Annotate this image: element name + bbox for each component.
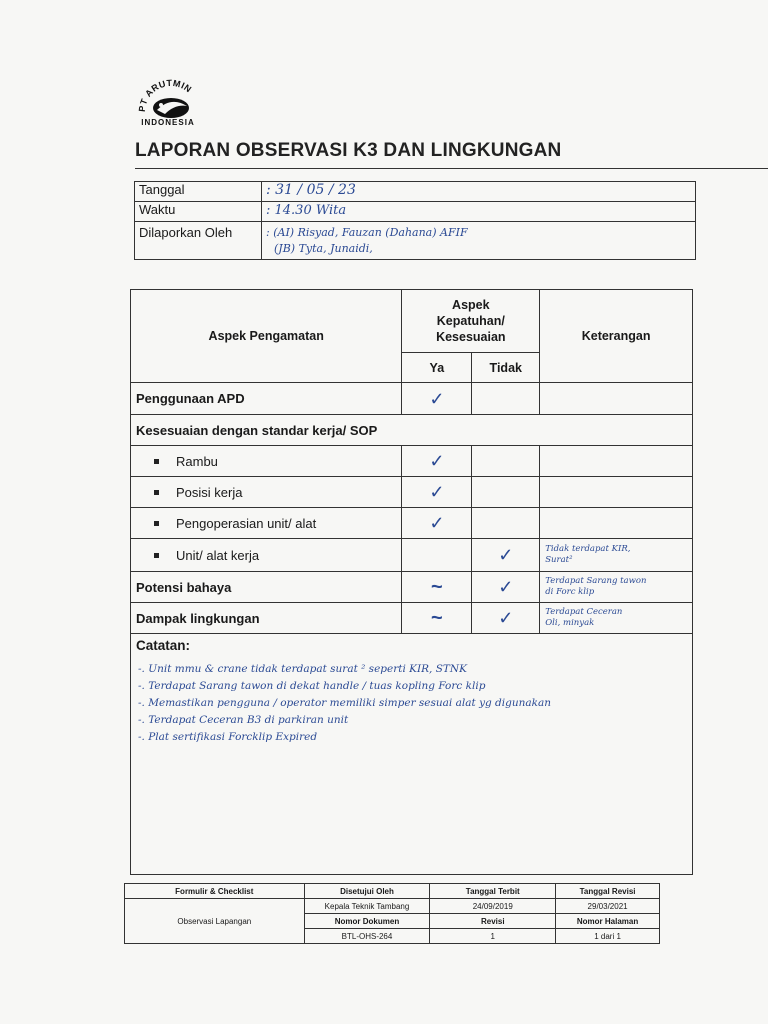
table-row <box>131 603 693 634</box>
tanggal-label: Tanggal <box>135 182 262 202</box>
document-footer-table <box>124 883 660 944</box>
catatan-line: -. Terdapat Ceceran B3 di parkiran unit <box>138 714 349 726</box>
footer-terbit-label: Tanggal Terbit <box>430 884 556 899</box>
footer-approver: Kepala Teknik Tambang <box>304 899 430 914</box>
keterangan-dampak: Terdapat Ceceran Oli, minyak <box>540 603 693 634</box>
row-pengoperasian: Pengoperasian unit/ alat <box>131 508 402 539</box>
catatan-row <box>131 634 693 875</box>
table-row <box>131 477 693 508</box>
keterangan-apd <box>540 383 693 415</box>
footer-revisi-date-value: 29/03/2021 <box>556 899 660 914</box>
catatan-line: -. Memastikan pengguna / operator memiliki simper sesuai alat yg digunakan <box>138 697 552 709</box>
dilaporkan-value: : (AI) Risyad, Fauzan (Dahana) AFIF (JB) Tyta, Junaidi, <box>262 222 696 260</box>
info-row <box>135 222 696 260</box>
keterangan-rambu <box>540 446 693 477</box>
report-info-table <box>134 181 696 260</box>
footer-disetujui-label: Disetujui Oleh <box>304 884 430 899</box>
logo-arc-text: PT ARUTMIN <box>136 77 194 113</box>
table-row <box>131 446 693 477</box>
title-divider <box>135 168 768 169</box>
info-row <box>135 182 696 202</box>
table-row <box>131 539 693 572</box>
header-keterangan: Keterangan <box>540 290 693 383</box>
header-aspek-kepatuhan: Aspek Kepatuhan/ Kesesuaian <box>402 290 540 353</box>
waktu-value: : 14.30 Wita <box>262 202 696 222</box>
row-label-sop: Kesesuaian dengan standar kerja/ SOP <box>131 415 693 446</box>
tanggal-value: : 31 / 05 / 23 <box>262 182 696 202</box>
header-aspek-pengamatan: Aspek Pengamatan <box>131 290 402 383</box>
header-ya: Ya <box>402 353 472 383</box>
header-tidak: Tidak <box>472 353 540 383</box>
check-ya-unit-alat <box>402 539 472 572</box>
check-ya-pengoperasian: ✓ <box>402 508 472 539</box>
row-label-potensi: Potensi bahaya <box>131 572 402 603</box>
waktu-label: Waktu <box>135 202 262 222</box>
footer-nomor-dokumen-label: Nomor Dokumen <box>304 914 430 929</box>
table-row <box>131 572 693 603</box>
check-ya-rambu: ✓ <box>402 446 472 477</box>
mark-ya-dampak: ~ <box>402 603 472 634</box>
check-ya-posisi: ✓ <box>402 477 472 508</box>
observation-table <box>130 289 693 875</box>
row-posisi: Posisi kerja <box>131 477 402 508</box>
table-header-row <box>131 290 693 353</box>
catatan-list <box>136 661 687 746</box>
bullet-icon <box>154 490 159 495</box>
logo-subtext: INDONESIA <box>141 118 195 127</box>
check-ya-apd: ✓ <box>402 383 472 415</box>
check-tidak-apd <box>472 383 540 415</box>
bullet-icon <box>154 521 159 526</box>
dilaporkan-label: Dilaporkan Oleh <box>135 222 262 260</box>
footer-revisi-date-label: Tanggal Revisi <box>556 884 660 899</box>
footer-nomor-dokumen-value: BTL-OHS-264 <box>304 929 430 944</box>
bullet-icon <box>154 553 159 558</box>
mark-ya-potensi: ~ <box>402 572 472 603</box>
catatan-line: -. Unit mmu & crane tidak terdapat surat ² seperti KIR, STNK <box>138 663 467 675</box>
check-tidak-unit-alat: ✓ <box>472 539 540 572</box>
row-label-apd: Penggunaan APD <box>131 383 402 415</box>
row-rambu: Rambu <box>131 446 402 477</box>
row-label-dampak: Dampak lingkungan <box>131 603 402 634</box>
footer-revisi-label: Revisi <box>430 914 556 929</box>
keterangan-potensi: Terdapat Sarang tawon di Forc klip <box>540 572 693 603</box>
catatan-line: -. Plat sertifikasi Forcklip Expired <box>138 731 318 743</box>
catatan-line: -. Terdapat Sarang tawon di dekat handle / tuas kopling Forc klip <box>138 680 486 692</box>
check-tidak-posisi <box>472 477 540 508</box>
page-title: LAPORAN OBSERVASI K3 DAN LINGKUNGAN <box>135 140 562 161</box>
footer-formulir-label: Formulir & Checklist <box>125 884 305 899</box>
table-row <box>131 415 693 446</box>
footer-terbit-value: 24/09/2019 <box>430 899 556 914</box>
footer-header-row <box>125 884 660 899</box>
keterangan-posisi <box>540 477 693 508</box>
check-tidak-potensi: ✓ <box>472 572 540 603</box>
footer-form-type: Observasi Lapangan <box>125 899 305 944</box>
catatan-cell <box>131 634 693 875</box>
footer-row <box>125 899 660 914</box>
keterangan-unit-alat: Tidak terdapat KIR, Surat² <box>540 539 693 572</box>
bullet-icon <box>154 459 159 464</box>
table-row <box>131 383 693 415</box>
keterangan-pengoperasian <box>540 508 693 539</box>
check-tidak-dampak: ✓ <box>472 603 540 634</box>
row-unit-alat: Unit/ alat kerja <box>131 539 402 572</box>
footer-nomor-halaman-label: Nomor Halaman <box>556 914 660 929</box>
check-tidak-pengoperasian <box>472 508 540 539</box>
footer-halaman-value: 1 dari 1 <box>556 929 660 944</box>
info-row <box>135 202 696 222</box>
footer-revisi-value: 1 <box>430 929 556 944</box>
check-tidak-rambu <box>472 446 540 477</box>
table-row <box>131 508 693 539</box>
catatan-title: Catatan: <box>136 638 191 653</box>
